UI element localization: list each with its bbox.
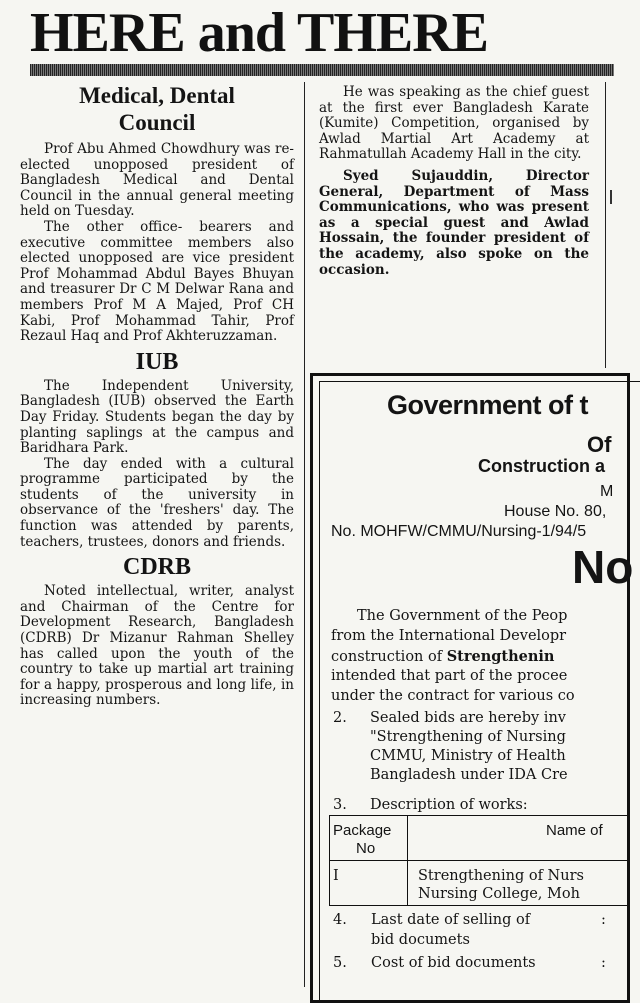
section-heading-cdrb: CDRB — [122, 554, 191, 581]
article-paragraph: The other office- bearers and executive committee members also elected unopposed are vice president Prof Mohammad Abdul Bayes Bhuyan and treasurer Dr C M Delwar Rana and members Prof M A Majed, Prof CH Kabi, Prof Mohammad Tahir, Prof Rezaul Haq and Prof Akhteruzzaman. — [20, 218, 294, 345]
masthead-rule — [30, 64, 614, 76]
table-cell-package-no: I — [333, 868, 339, 884]
table-header-package: Package — [333, 822, 392, 839]
ad-body-line: from the International Developr — [331, 628, 567, 644]
ad-item-number: 2. — [333, 710, 347, 726]
ad-item-number: 3. — [333, 797, 347, 813]
table-header-name: Name of — [546, 822, 603, 839]
ad-item-number: 4. — [333, 912, 347, 928]
left-column — [20, 82, 294, 709]
table-cell-name: Nursing College, Moh — [418, 886, 580, 902]
middle-column — [319, 85, 589, 278]
continuation-mark — [610, 190, 612, 204]
ad-colon: : — [601, 912, 606, 928]
ad-ref-no: No. MOHFW/CMMU/Nursing-1/94/5 — [331, 523, 587, 540]
ad-item3-text: Description of works: — [370, 797, 528, 813]
table-cell-name: Strengthening of Nurs — [418, 868, 584, 884]
article-paragraph: Prof Abu Ahmed Chowdhury was re-elected unopposed president of Bangladesh Medical and Dental Council in the annual general meeting held on Tuesday. — [20, 141, 294, 220]
ad-body-line: intended that part of the procee — [331, 668, 568, 684]
article-paragraph: The day ended with a cultural programme participated by the students of the university in observance of the 'freshers' day. The function was attended by parents, teachers, trustees, donors and friends. — [20, 455, 294, 550]
column-divider — [304, 82, 305, 987]
ad-item4-line: Last date of selling of — [371, 912, 531, 928]
ad-item5-text: Cost of bid documents — [371, 955, 536, 971]
ad-item-number: 5. — [333, 955, 347, 971]
ad-colon: : — [601, 955, 606, 971]
article-paragraph: He was speaking as the chief guest at the first ever Bangladesh Karate (Kumite) Competition, organised by Awlad Martial Art Academy at Rahmatullah Academy Hall in the city. — [319, 84, 589, 163]
ad-body-bold: Strengthenin — [446, 648, 555, 665]
table-header-no: No — [356, 840, 376, 857]
ad-title: Government of t — [387, 390, 589, 420]
ad-item2-line: "Strengthening of Nursing — [370, 729, 566, 745]
masthead-title: HERE and THERE — [30, 2, 489, 64]
ad-body-line: under the contract for various co — [331, 688, 575, 704]
ad-house: House No. 80, — [504, 503, 607, 520]
column-divider — [605, 82, 606, 368]
section-heading-medical-dental: Medical, Dental Council — [79, 83, 235, 135]
article-paragraph: Syed Sujauddin, Director General, Department of Mass Communications, who was present as a special guest and Awlad Hossain, the founder president of the academy, also spoke on the occasion. — [319, 167, 589, 278]
ad-item2-line: CMMU, Ministry of Health — [370, 748, 566, 764]
ad-item4-line: bid documets — [371, 932, 470, 948]
section-heading-iub: IUB — [135, 348, 179, 375]
ad-body-line: The Government of the Peop — [357, 608, 568, 624]
ad-body-line: construction of Strengthenin — [331, 648, 555, 665]
article-paragraph: Noted intellectual, writer, analyst and Chairman of the Centre for Development Research, Bangladesh (CDRB) Dr Mizanur Rahman Shelley has called upon the youth of the country to take up martial art training for a happy, prosperous and long life, in increasing numbers. — [20, 583, 294, 709]
ad-office: Of — [587, 432, 612, 457]
ad-item2-line: Sealed bids are hereby inv — [370, 710, 566, 726]
ad-notice-heading: No — [572, 541, 634, 593]
ad-item2-line: Bangladesh under IDA Cre — [370, 767, 568, 783]
ad-m-line: M — [600, 483, 614, 500]
ad-construction: Construction a — [478, 456, 606, 476]
article-paragraph: The Independent University, Bangladesh (IUB) observed the Earth Day Friday. Students began the day by planting saplings at the campus and Baridhara Park. — [20, 377, 294, 457]
